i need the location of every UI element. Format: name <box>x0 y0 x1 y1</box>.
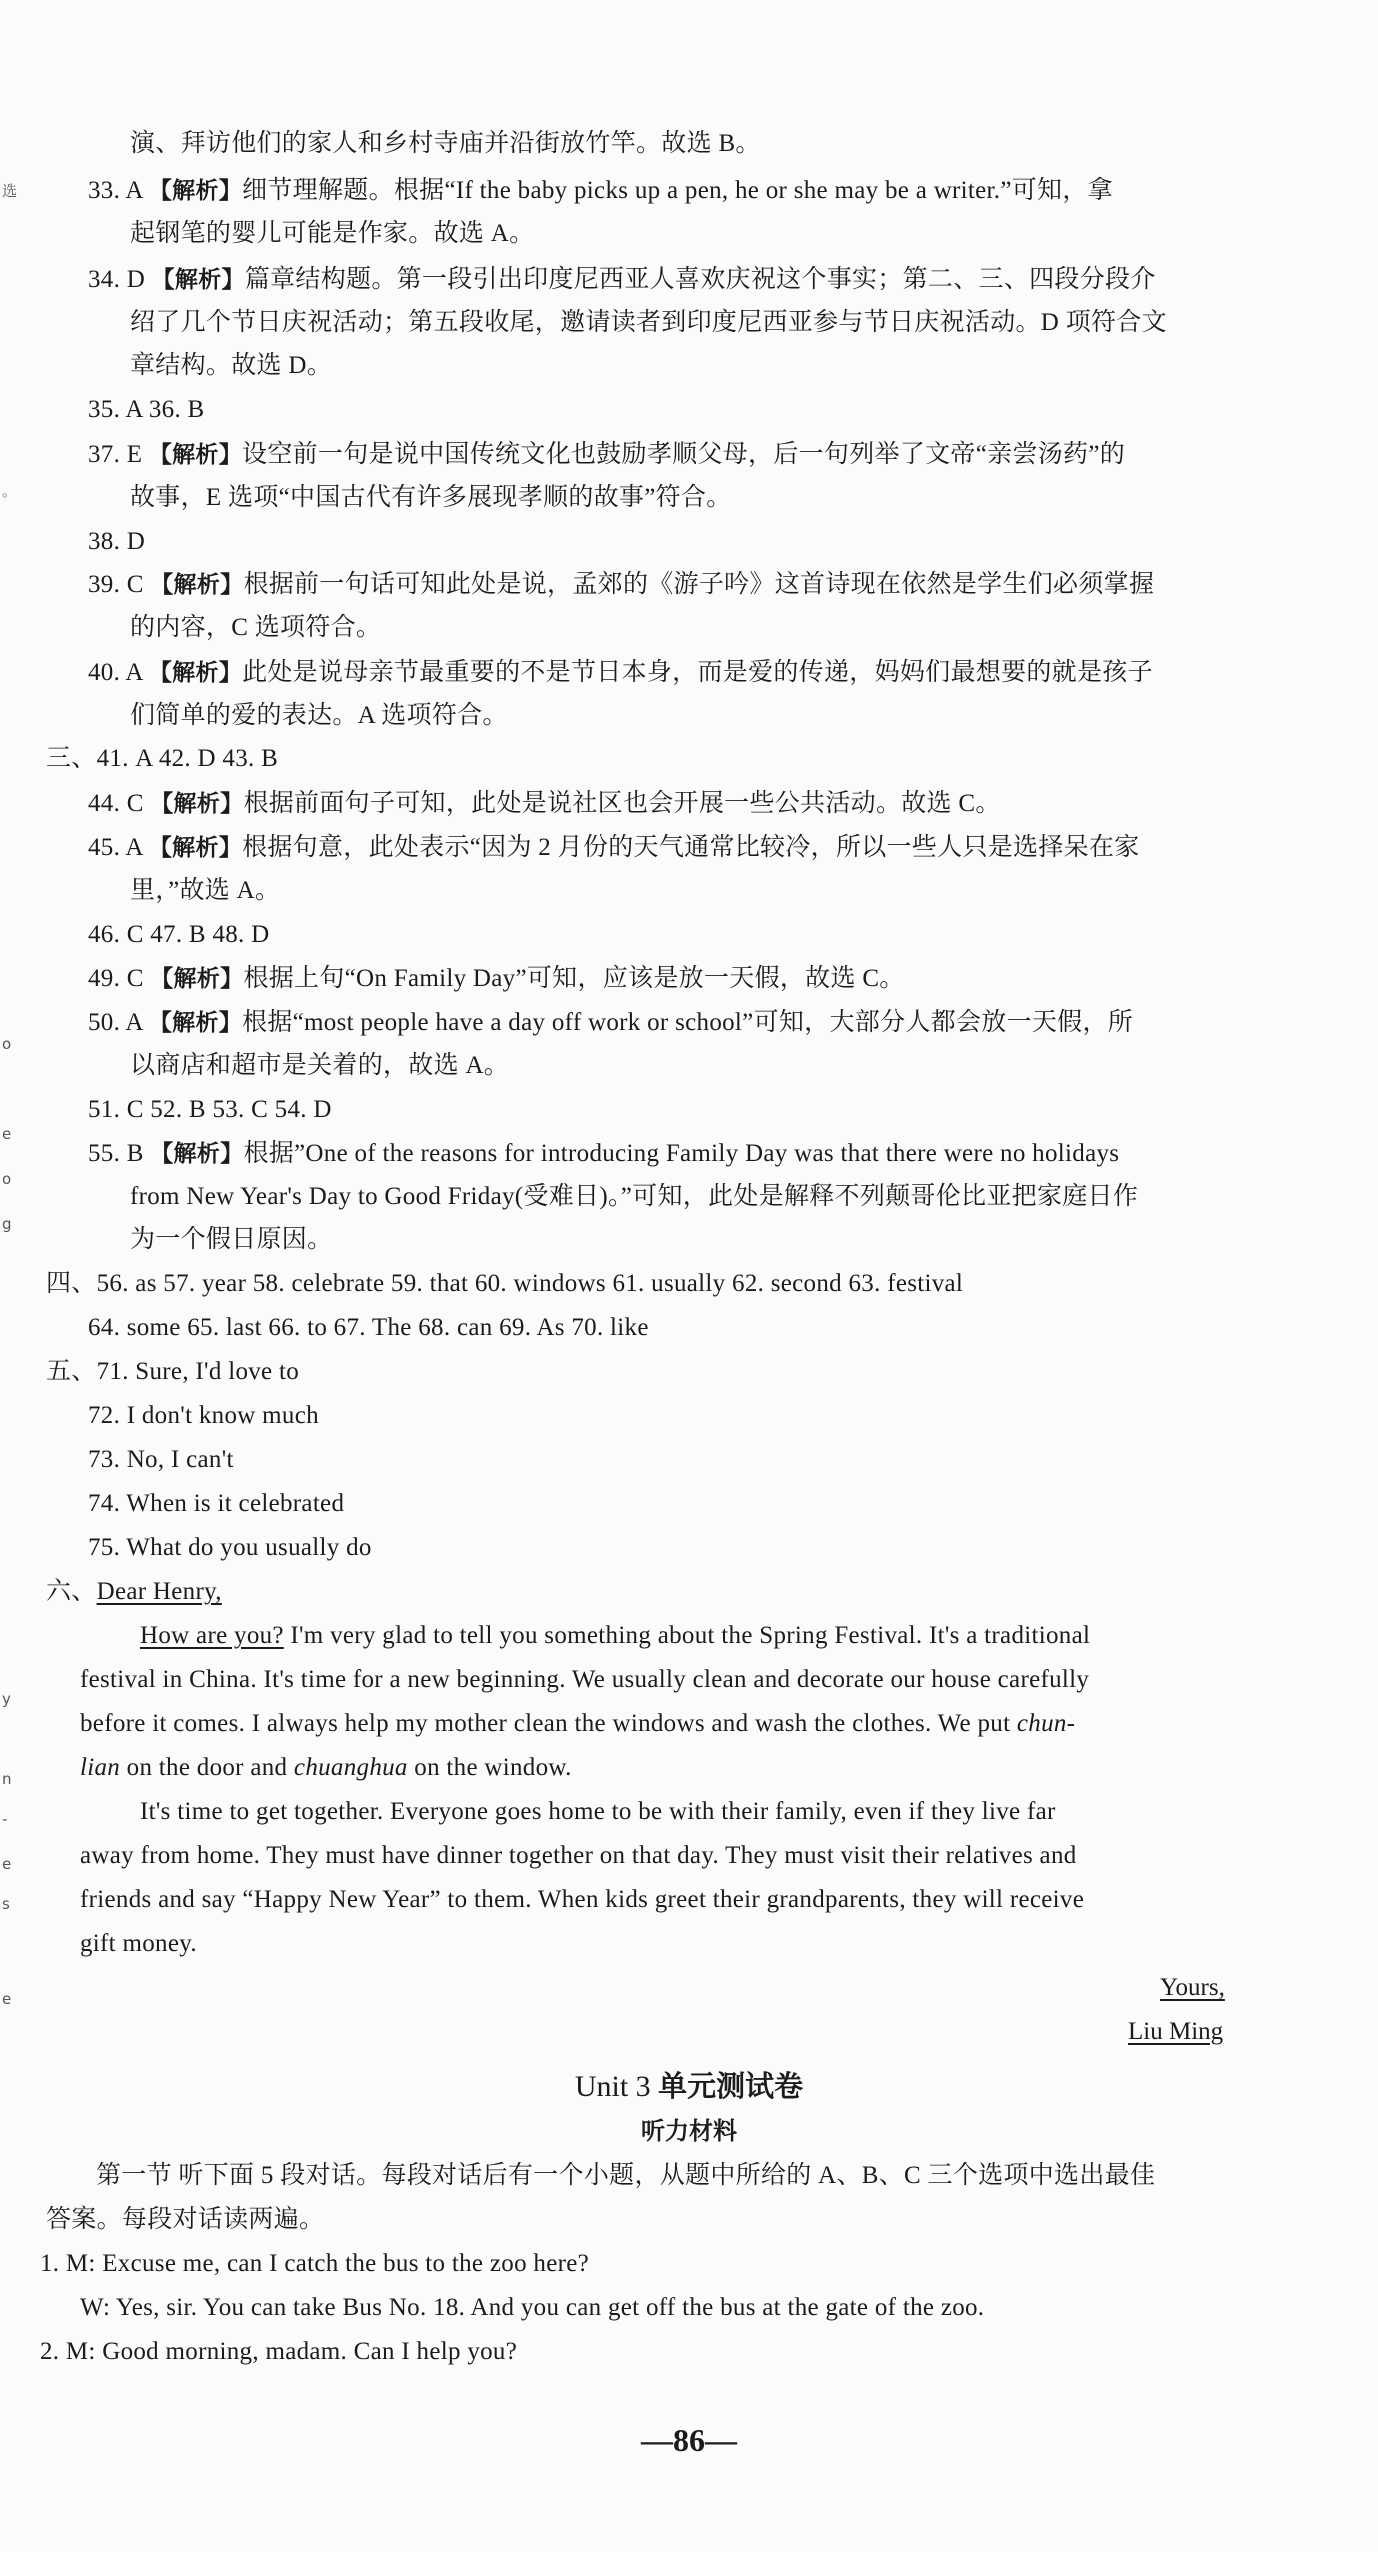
letter-paragraph-2: It's time to get together. Everyone goes home to be with their family, even if they live far <box>140 1798 1056 1825</box>
text-line: 们简单的爱的表达。A 选项符合。 <box>130 702 508 729</box>
answer-51-54: 51. C 52. B 53. C 54. D <box>88 1096 332 1123</box>
dialogue-2-man: 2. M: Good morning, madam. Can I help you? <box>40 2338 518 2365</box>
text-line: 故事，E 选项“中国古代有许多展现孝顺的故事”符合。 <box>130 484 732 511</box>
margin-mark: - <box>2 1810 8 1828</box>
letter-salutation: 六、Dear Henry, <box>46 1578 222 1605</box>
margin-mark: o <box>2 1035 12 1053</box>
letter-paragraph-1: How are you? I'm very glad to tell you something about the Spring Festival. It's a traditional <box>140 1622 1091 1649</box>
text-line: 绍了几个节日庆祝活动；第五段收尾，邀请读者到印度尼西亚参与节日庆祝活动。D 项符合文 <box>130 309 1167 336</box>
text-line: 章结构。故选 D。 <box>130 352 333 379</box>
margin-mark: y <box>2 1690 11 1708</box>
text-line: 起钢笔的婴儿可能是作家。故选 A。 <box>130 220 535 247</box>
margin-mark: e <box>2 1855 12 1873</box>
margin-mark: o <box>2 1170 12 1188</box>
answer-50: 50. A 【解析】根据“most people have a day off work or school”可知，大部分人都会放一天假，所 <box>88 1009 1134 1036</box>
letter-closing: Yours, <box>1160 1974 1225 2001</box>
answer-55: 55. B 【解析】根据”One of the reasons for introducing Family Day was that there were no holidays <box>88 1140 1120 1167</box>
section-4-answers-cont: 64. some 65. last 66. to 67. The 68. can 69. As 70. like <box>88 1314 649 1341</box>
margin-mark: 。 <box>2 482 18 500</box>
letter-line: away from home. They must have dinner together on that day. They must visit their relatives and <box>80 1842 1077 1869</box>
section-5-answer-71: 五、71. Sure, I'd love to <box>46 1358 300 1385</box>
letter-line: gift money. <box>80 1930 197 1957</box>
text-line: from New Year's Day to Good Friday(受难日)。”可知，此处是解释不列颠哥伦比亚把家庭日作 <box>130 1183 1139 1210</box>
margin-mark: n <box>2 1770 12 1788</box>
letter-line: festival in China. It's time for a new beginning. We usually clean and decorate our house carefully <box>80 1666 1090 1693</box>
text-line: 以商店和超市是关着的，故选 A。 <box>130 1052 510 1079</box>
answer-73: 73. No, I can't <box>88 1446 234 1473</box>
letter-line: before it comes. I always help my mother clean the windows and wash the clothes. We put chun- <box>80 1710 1076 1737</box>
margin-mark: g <box>2 1215 12 1233</box>
answer-33: 33. A 【解析】细节理解题。根据“If the baby picks up a pen, he or she may be a writer.”可知，拿 <box>88 177 1113 204</box>
unit-title: Unit 3 单元测试卷 <box>574 2069 804 2103</box>
answer-46-48: 46. C 47. B 48. D <box>88 921 270 948</box>
margin-mark: s <box>2 1895 10 1913</box>
answer-39: 39. C 【解析】根据前一句话可知此处是说，孟郊的《游子吟》这首诗现在依然是学生们必须掌握 <box>88 571 1155 598</box>
answer-72: 72. I don't know much <box>88 1402 319 1429</box>
text-line: 为一个假日原因。 <box>130 1226 333 1253</box>
text-line: 演、拜访他们的家人和乡村寺庙并沿街放竹竿。故选 B。 <box>130 130 761 157</box>
listening-material-title: 听力材料 <box>641 2117 737 2145</box>
margin-mark: 选 <box>2 182 18 200</box>
answer-49: 49. C 【解析】根据上句“On Family Day”可知，应该是放一天假，故选 C。 <box>88 965 905 992</box>
dialogue-1-woman: W: Yes, sir. You can take Bus No. 18. And you can get off the bus at the gate of the zoo. <box>80 2294 985 2321</box>
answer-44: 44. C 【解析】根据前面句子可知，此处是说社区也会开展一些公共活动。故选 C。 <box>88 790 1001 817</box>
page-number: —86— <box>641 2422 737 2458</box>
answer-37: 37. E 【解析】设空前一句是说中国传统文化也鼓励孝顺父母，后一句列举了文帝“亲尝汤药”的 <box>88 441 1126 468</box>
answer-38: 38. D <box>88 528 146 555</box>
text-line: 的内容，C 选项符合。 <box>130 614 382 641</box>
answer-40: 40. A 【解析】此处是说母亲节最重要的不是节日本身，而是爱的传递，妈妈们最想要的就是孩子 <box>88 659 1153 686</box>
letter-line: friends and say “Happy New Year” to them. When kids greet their grandparents, they will receive <box>80 1886 1085 1913</box>
section-4-answers: 四、56. as 57. year 58. celebrate 59. that 60. windows 61. usually 62. second 63. festival <box>46 1270 964 1297</box>
dialogue-1-man: 1. M: Excuse me, can I catch the bus to the zoo here? <box>40 2250 590 2277</box>
answer-45: 45. A 【解析】根据句意，此处表示“因为 2 月份的天气通常比较冷，所以一些人只是选择呆在家 <box>88 834 1140 861</box>
instructions-cont: 答案。每段对话读两遍。 <box>46 2206 325 2233</box>
section-3-answers: 三、41. A 42. D 43. B <box>46 745 279 772</box>
margin-mark: e <box>2 1990 12 2008</box>
answer-75: 75. What do you usually do <box>88 1534 372 1561</box>
margin-mark: e <box>2 1125 12 1143</box>
answer-35-36: 35. A 36. B <box>88 396 205 423</box>
letter-line: lian on the door and chuanghua on the window. <box>80 1754 572 1781</box>
letter-signature: Liu Ming <box>1128 2018 1224 2045</box>
instructions: 第一节 听下面 5 段对话。每段对话后有一个小题，从题中所给的 A、B、C 三个选项中选出最佳 <box>96 2162 1156 2189</box>
text-line: 里，”故选 A。 <box>130 877 281 904</box>
answer-74: 74. When is it celebrated <box>88 1490 345 1517</box>
answer-34: 34. D 【解析】篇章结构题。第一段引出印度尼西亚人喜欢庆祝这个事实；第二、三、四段分段介 <box>88 266 1156 293</box>
